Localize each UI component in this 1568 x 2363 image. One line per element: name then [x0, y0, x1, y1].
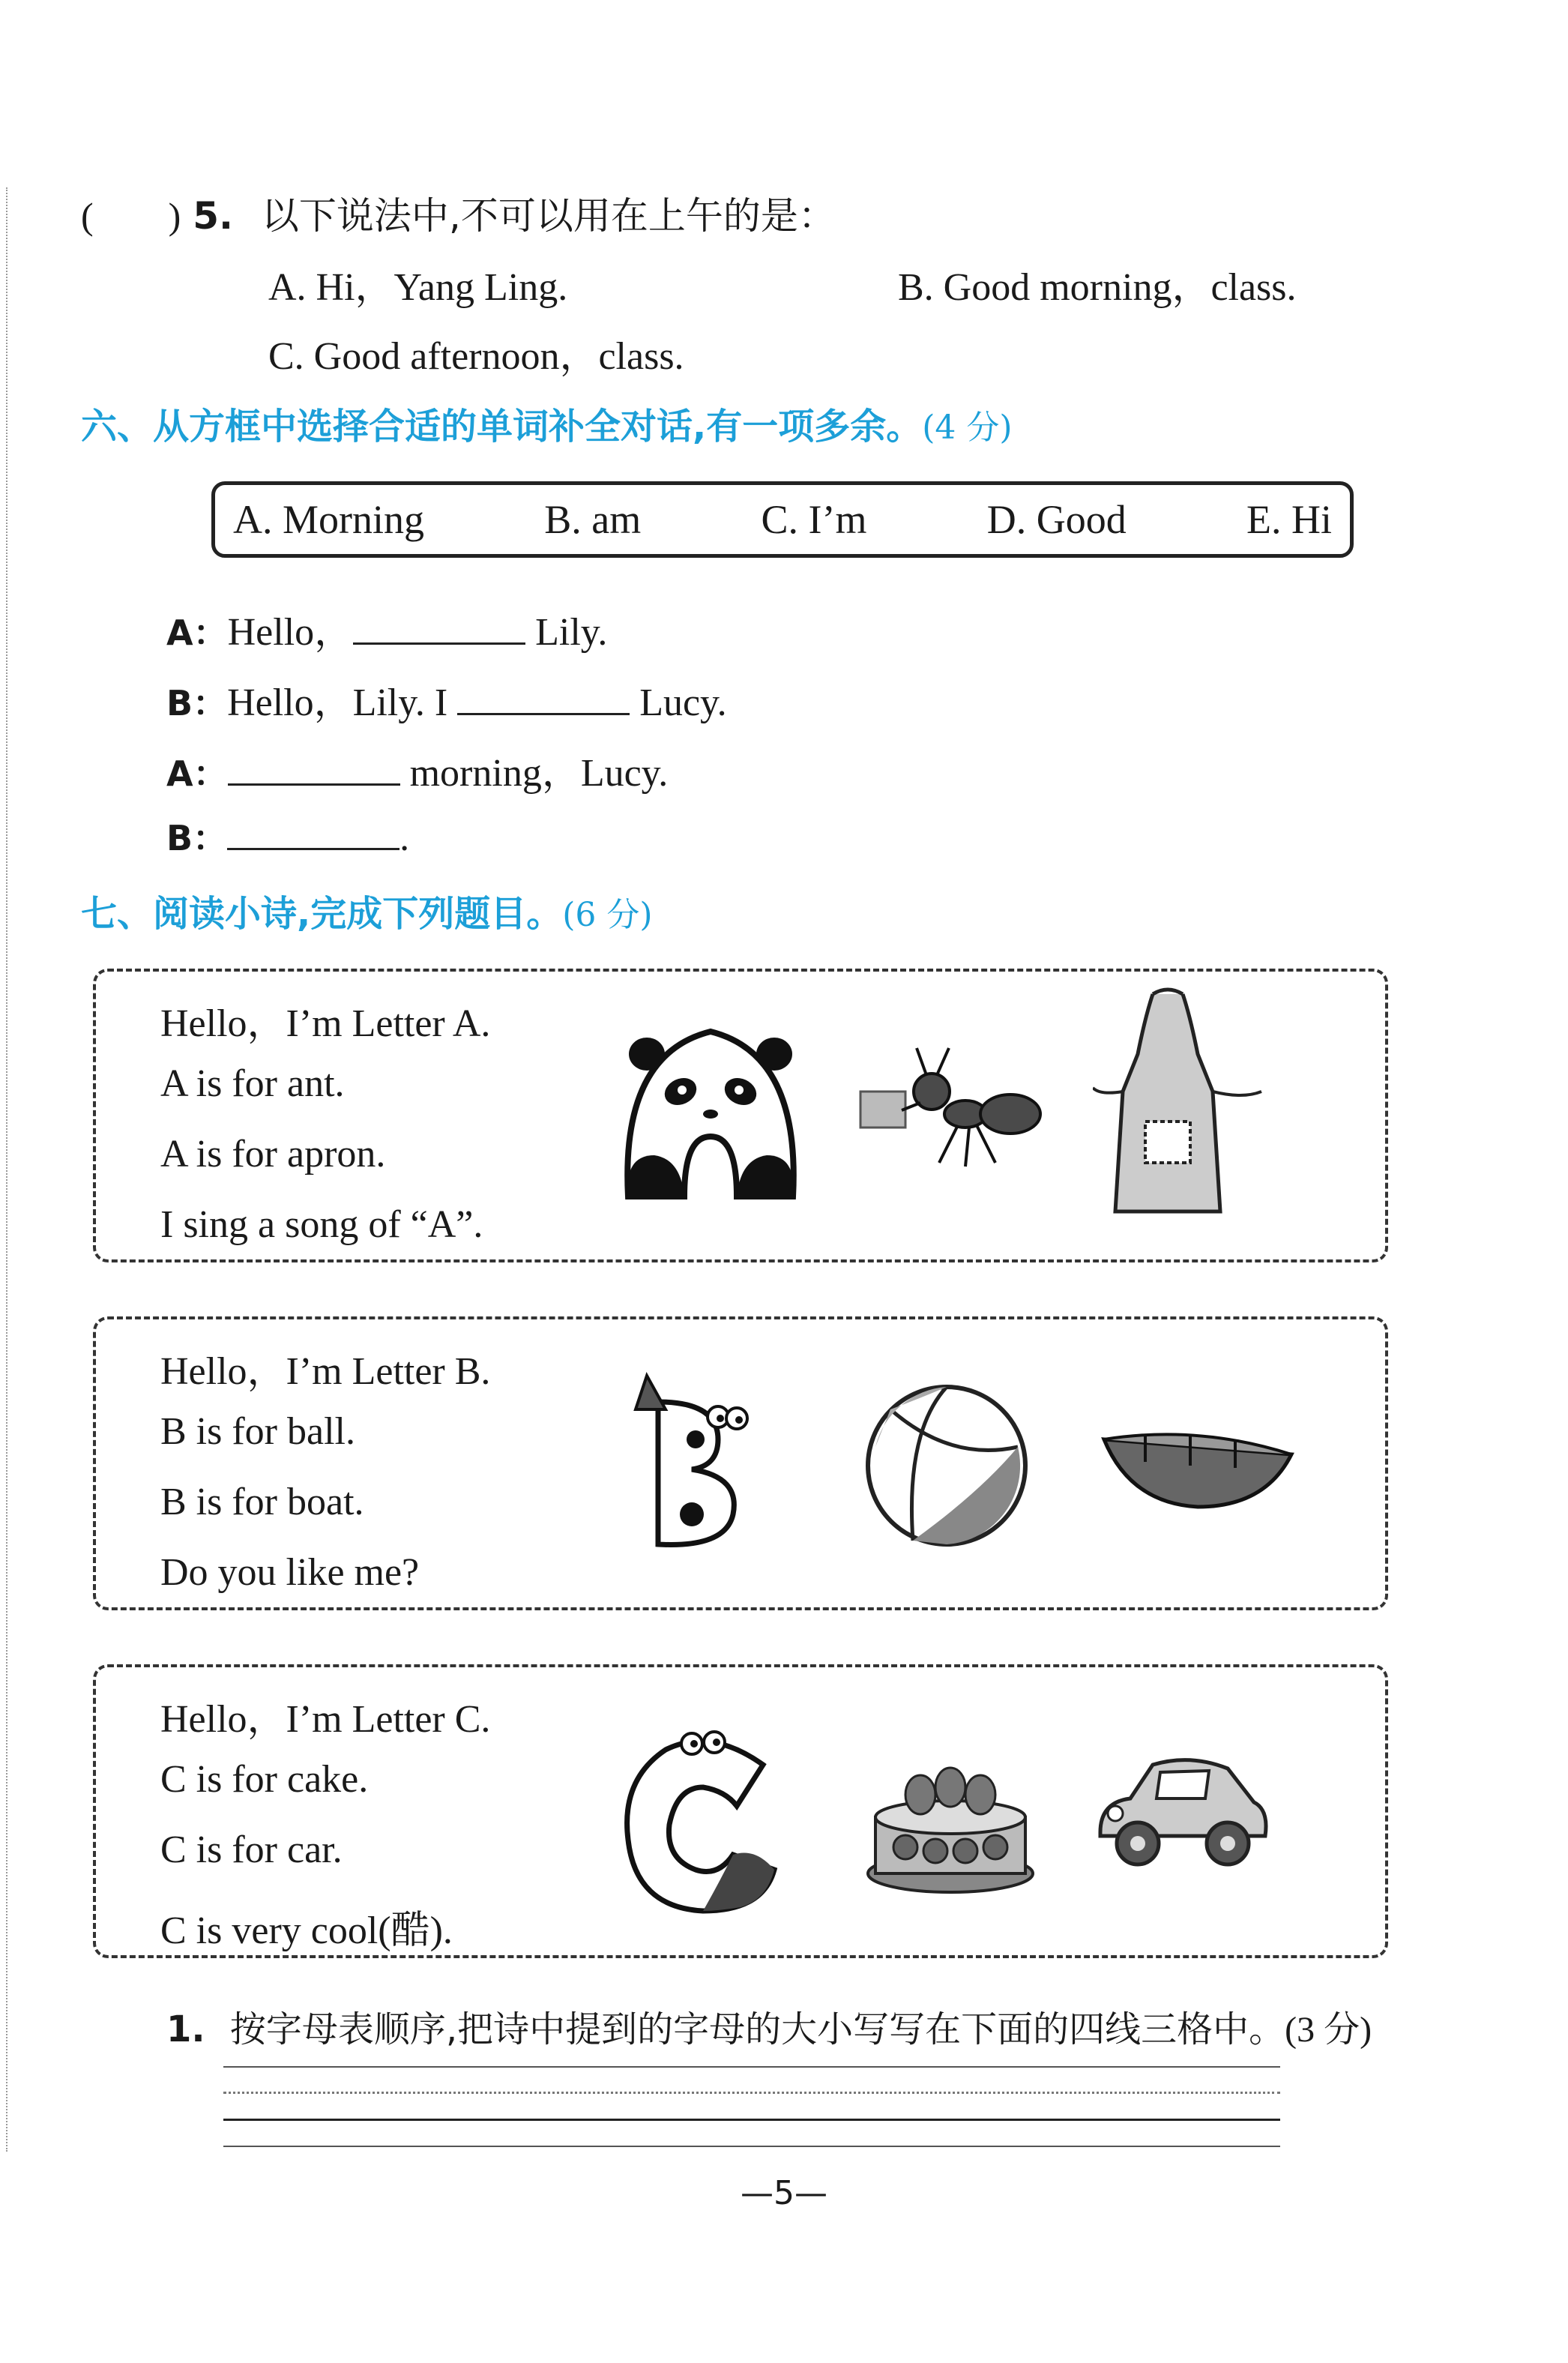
option-b: B. Good morning，class.: [898, 266, 1297, 309]
question-number: 1.: [166, 2008, 205, 2050]
question-points: (3 分): [1285, 2010, 1372, 2050]
dialog-text: Lucy.: [630, 681, 727, 724]
grid-line: [223, 2066, 1280, 2068]
dialog-line-4: [166, 811, 409, 861]
poem-line: I sing a song of “A”.: [160, 1203, 483, 1246]
word-option: C. I’m: [761, 497, 867, 542]
poem-box-c: [93, 1664, 1388, 1958]
boat-icon: [1100, 1424, 1295, 1514]
poem-line: Hello，I’m Letter A.: [160, 1002, 491, 1045]
speaker: B：: [166, 818, 228, 858]
grid-line: [223, 2146, 1280, 2147]
letter-c-character-icon: [613, 1720, 785, 1922]
dialog-line-3: [166, 741, 668, 797]
ant-icon: [853, 1039, 1048, 1189]
apron-icon: [1093, 987, 1265, 1226]
dialog-line-1: [166, 600, 607, 656]
blank-4[interactable]: [227, 815, 399, 850]
dialog-text: Hello，: [227, 611, 354, 654]
ball-icon: [860, 1379, 1033, 1552]
section-7-heading: [81, 885, 653, 936]
section-6-points: (4 分): [922, 409, 1013, 447]
poem-box-a: [93, 969, 1388, 1262]
blank-1[interactable]: [353, 609, 525, 645]
speaker: A：: [166, 753, 228, 794]
four-line-writing-grid[interactable]: [223, 2066, 1280, 2149]
question-stem: 以下说法中,不可以用在上午的是：: [261, 194, 836, 238]
page-number: —5—: [741, 2174, 827, 2212]
word-bank-box: [211, 481, 1354, 558]
section-6-title: 六、从方框中选择合适的单词补全对话,有一项多余。: [81, 406, 923, 448]
word-option: E. Hi: [1246, 497, 1332, 542]
section-7-title: 七、阅读小诗,完成下列题目。: [81, 893, 563, 935]
car-icon: [1093, 1750, 1273, 1877]
dialog-text: Lily.: [525, 611, 608, 654]
poem-box-b: [93, 1316, 1388, 1610]
grid-line: [223, 2092, 1280, 2094]
dialog-text: morning，Lucy.: [399, 752, 669, 795]
poem-line: C is for cake.: [160, 1758, 369, 1801]
option-a: A. Hi，Yang Ling.: [268, 266, 568, 309]
section-6-heading: [81, 397, 1013, 449]
dialog-text: Hello，Lily. I: [227, 681, 458, 724]
binding-margin-line: [6, 187, 7, 2152]
word-option: A. Morning: [233, 497, 424, 542]
question-number: 5.: [193, 194, 234, 238]
poem-line: A is for apron.: [160, 1133, 386, 1176]
section-7-points: (6 分): [562, 896, 653, 934]
grid-line: [223, 2119, 1280, 2121]
dialog-line-2: [166, 670, 727, 726]
poem-line: Hello，I’m Letter C.: [160, 1698, 491, 1741]
word-option: B. am: [544, 497, 642, 542]
poem-line: Do you like me?: [160, 1551, 420, 1594]
cake-icon: [860, 1727, 1040, 1900]
letter-a-panda-icon: [613, 1009, 808, 1211]
question-5: [81, 186, 836, 240]
poem-line: Hello，I’m Letter B.: [160, 1350, 491, 1393]
speaker: A：: [166, 612, 228, 653]
blank-3[interactable]: [228, 750, 400, 786]
answer-bracket[interactable]: ( ): [81, 195, 181, 237]
question-text: 按字母表顺序,把诗中提到的字母的大小写写在下面的四线三格中。: [229, 2008, 1285, 2050]
letter-b-character-icon: [621, 1372, 771, 1559]
poem-line: C is for car.: [160, 1828, 343, 1871]
word-option: D. Good: [986, 497, 1127, 542]
poem-line: C is very cool(酷).: [160, 1909, 453, 1952]
blank-2[interactable]: [457, 680, 630, 715]
question-1: [166, 2000, 1372, 2052]
option-c: C. Good afternoon，class.: [268, 335, 684, 378]
speaker: B：: [166, 683, 228, 723]
poem-line: B is for boat.: [160, 1481, 364, 1523]
poem-line: B is for ball.: [160, 1410, 355, 1453]
poem-line: A is for ant.: [160, 1062, 345, 1105]
dialog-text: .: [399, 816, 410, 859]
